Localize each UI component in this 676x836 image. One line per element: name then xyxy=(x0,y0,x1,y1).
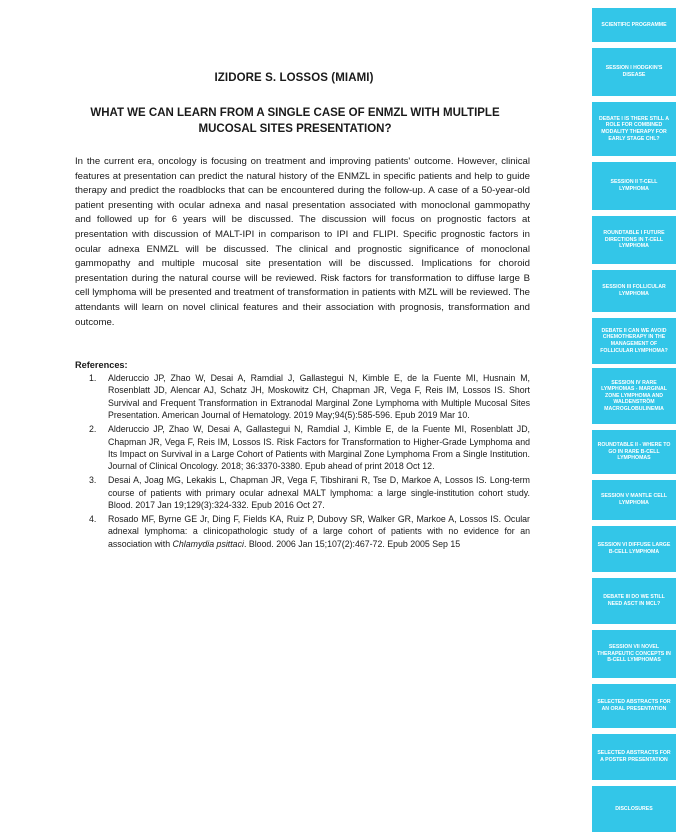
nav-session-ii[interactable] xyxy=(592,162,676,210)
nav-label: SCIENTIFIC PROGRAMME xyxy=(601,21,667,28)
nav-roundtable-ii[interactable] xyxy=(592,430,676,474)
nav-label: ROUNDTABLE I FUTURE DIRECTIONS IN T-CELL LYMPHOMA xyxy=(603,230,665,250)
abstract-paragraph: In the current era, oncology is focusing on treatment and improving patients' outcome. However, clinical features at presentation can predict the natural history of the ENMZL in specific patients and help to guide therapy and predict the roadblocks that can be encountered during the follow-up. A case of a 50-year-old patient presenting with ocular adnexa and nasal presentation associated with monoclonal gammopathy and followed up for 6 years will be discussed. The discussion will focus on prognostic factors at presentation with discussion of MALT-IPI in comparison to IPI and FLIPI. Specific prognostic factors in ocular adnexa ENMZL will be discussed. The clinical and prognostic significance of monoclonal gammopathy and multiple mucosal site presentation will be discussed. Implications for choroid presentation during the natural course will be reviewed. Risk factors for transformation to diffuse large B cell lymphoma will be presented and treatment of transformation in patients with MZL will be reviewed. The attendants will learn on novel clinical features and their association with prognosis, transformation and outcome. xyxy=(75,156,530,328)
nav-label: SESSION VI DIFFUSE LARGE B-CELL LYMPHOMA xyxy=(597,542,671,555)
nav-label: ROUNDTABLE II - WHERE TO GO IN RARE B-CELL LYMPHOMAS xyxy=(597,442,671,462)
nav-disclosures[interactable] xyxy=(592,786,676,832)
nav-label: SESSION I HODGKIN'S DISEASE xyxy=(605,65,663,78)
nav-debate-i[interactable] xyxy=(592,102,676,156)
nav-debate-ii[interactable] xyxy=(592,318,676,364)
reference-text: Alderuccio JP, Zhao W, Desai A, Gallastegui N, Ramdial J, Kimble E, de la Fuente MI, Rosenblatt JD, Chapman JR, Vega F, Reis IM, Lossos IS. Risk Factors for Transformation to Higher-Grade Lymphoma and Its Impact on Survival in a Large Cohort of Patients with Marginal Zone Lymphoma From a Single Institution. Journal of Clinical Oncology. 2018; 36:3370-3380. Epub ahead of print 2018 Oct 12. xyxy=(108,424,530,472)
nav-label: SELECTED ABSTRACTS FOR AN ORAL PRESENTATION xyxy=(597,699,671,712)
nav-label: SESSION III FOLLICULAR LYMPHOMA xyxy=(602,284,666,297)
nav-label: DEBATE I IS THERE STILL A ROLE FOR COMBINED MODALITY THERAPY FOR EARLY STAGE CHL? xyxy=(599,115,669,142)
nav-selected-abstracts-poster[interactable] xyxy=(592,734,676,780)
nav-scientific-programme[interactable] xyxy=(592,8,676,42)
reference-number: 1. xyxy=(89,373,97,383)
nav-session-v[interactable] xyxy=(592,480,676,520)
reference-number: 2. xyxy=(89,424,97,435)
nav-session-i[interactable] xyxy=(592,48,676,96)
reference-item xyxy=(75,513,530,550)
programme-sidebar xyxy=(592,0,676,836)
nav-roundtable-i[interactable] xyxy=(592,216,676,264)
reference-text: Desai A, Joag MG, Lekakis L, Chapman JR, Vega F, Tibshirani R, Tse D, Markoe A, Lossos IS. Long-term course of patients with primary ocular adnexal MALT lymphoma: a large single-institution cohort study. Blood. 2017 Jan 19;129(3):324-332. Epub 2016 Oct 27. xyxy=(108,475,530,511)
references-heading: References: xyxy=(75,360,128,370)
reference-number: 4. xyxy=(89,513,97,524)
reference-species-italic: Chlamydia psittaci xyxy=(172,538,244,549)
reference-text: Alderuccio JP, Zhao W, Desai A, Ramdial J, Gallastegui N, Kimble E, de la Fuente MI, Husnain M, Rosenblatt JD, Alencar AJ, Schatz JH, Moskowitz CH, Chapman JR, Vega F, Reis IM, Lossos IS. Short Survival and Frequent Transformation in Extranodal Marginal Zone Lymphoma with Multiple Mucosal Sites Presentation. American Journal of Hematology. 2019 May;94(5):585-596. Epub 2019 Mar 10. xyxy=(108,373,530,421)
reference-item xyxy=(75,372,530,422)
reference-number: 3. xyxy=(89,475,97,486)
author-heading: IZIDORE S. LOSSOS (MIAMI) xyxy=(214,72,374,84)
reference-item xyxy=(75,474,530,511)
talk-title: WHAT WE CAN LEARN FROM A SINGLE CASE OF ENMZL WITH MULTIPLE MUCOSAL SITES PRESENTATION? xyxy=(90,107,500,135)
nav-label: DEBATE II CAN WE AVOID CHEMOTHERAPY IN THE MANAGEMENT OF FOLLICULAR LYMPHOMA? xyxy=(600,327,668,354)
nav-label: SELECTED ABSTRACTS FOR A POSTER PRESENTATION xyxy=(597,750,671,763)
reference-text: Rosado MF, Byrne GE Jr, Ding F, Fields KA, Ruiz P, Dubovy SR, Walker GR, Markoe A, Lossos IS. Ocular adnexal lymphoma: a clinicopathologic study of a large cohort of patients with no evidence for an association with xyxy=(108,513,530,549)
nav-label: DEBATE III DO WE STILL NEED ASCT IN MCL? xyxy=(603,594,665,607)
references-list xyxy=(75,372,530,552)
nav-label: SESSION IV RARE LYMPHOMAS - MARGINAL ZONE LYMPHOMA AND WALDENSTRÖM MACROGLOBULINEMIA xyxy=(601,379,667,412)
nav-session-iii[interactable] xyxy=(592,270,676,312)
nav-session-iv[interactable] xyxy=(592,368,676,424)
nav-label: SESSION VII NOVEL THERAPEUTIC CONCEPTS IN B-CELL LYMPHOMAS xyxy=(597,644,671,664)
nav-selected-abstracts-oral[interactable] xyxy=(592,684,676,728)
reference-item xyxy=(75,423,530,473)
reference-text-end: . Blood. 2006 Jan 15;107(2):467-72. Epub 2005 Sep 15 xyxy=(243,538,461,549)
nav-label: SESSION V MANTLE CELL LYMPHOMA xyxy=(600,493,667,506)
nav-label: SESSION II T-CELL LYMPHOMA xyxy=(610,179,658,192)
nav-debate-iii[interactable] xyxy=(592,578,676,624)
nav-label: DISCLOSURES xyxy=(615,805,653,812)
nav-session-vi[interactable] xyxy=(592,526,676,572)
nav-session-vii[interactable] xyxy=(592,630,676,678)
